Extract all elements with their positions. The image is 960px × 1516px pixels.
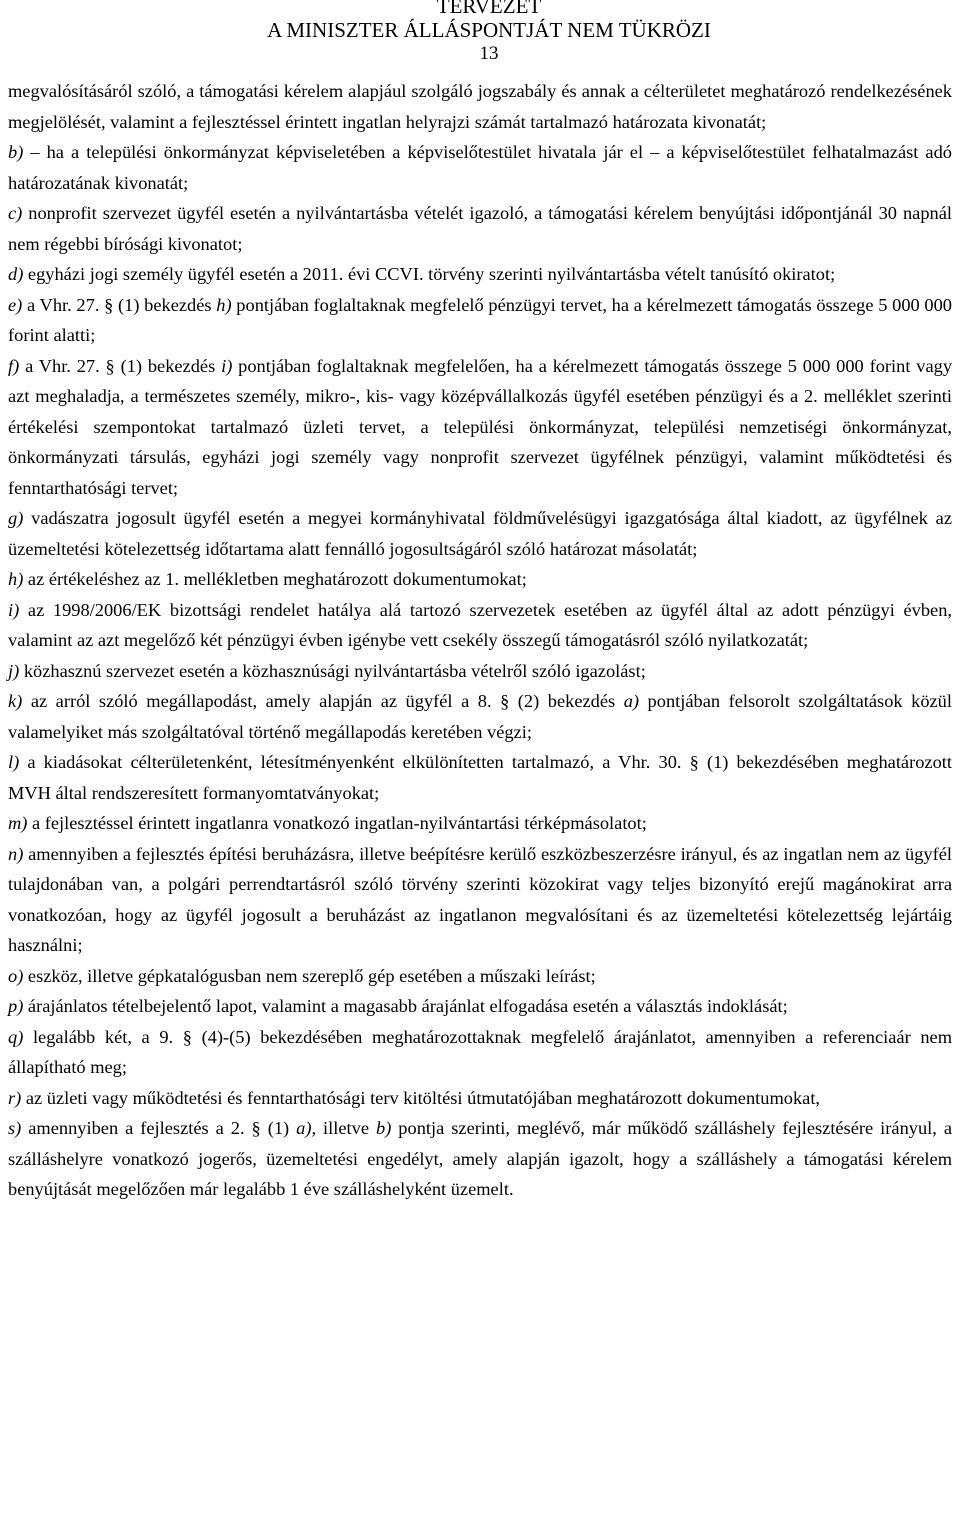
- item-text: a kiadásokat célterületenként, létesítményenként elkülönítetten tartalmazó, a Vhr. 30. § (1) bekezdésében meghatározott MVH által rendszeresített formanyomtatványokat;: [8, 752, 952, 803]
- item-label: i): [8, 599, 20, 620]
- list-item-b: [8, 137, 952, 198]
- item-text: eszköz, illetve gépkatalógusban nem szereplő gép esetében a műszaki leírást;: [23, 965, 596, 986]
- list-item-r: [8, 1083, 952, 1114]
- list-item-c: [8, 198, 952, 259]
- item-text-after: pontjában felsorolt szolgáltatások közül valamelyiket más szolgáltatóval történő megállapodás keretében végzi;: [8, 691, 952, 742]
- document-body: [8, 76, 952, 1205]
- item-text: – ha a települési önkormányzat képviseletében a képviselőtestület hivatala jár el – a képviselőtestület felhatalmazást adó határozatának kivonatát;: [8, 142, 952, 193]
- item-label: r): [8, 1087, 22, 1108]
- list-item-d: [8, 259, 952, 290]
- list-item-i: [8, 595, 952, 656]
- item-label: n): [8, 843, 24, 864]
- item-label: m): [8, 813, 28, 833]
- item-label: h): [8, 569, 24, 589]
- item-text: az 1998/2006/EK bizottsági rendelet hatálya alá tartozó szervezetek esetében az ügyfél által az adott pénzügyi évben, valamint az azt megelőző két pénzügyi évben igénybe vett csekély összegű támogatásról szóló nyilatkozatát;: [8, 599, 952, 650]
- paragraph-continuation: [8, 76, 952, 137]
- inline-label: i): [221, 355, 233, 376]
- list-item-l: [8, 747, 952, 808]
- list-item-m: [8, 808, 952, 839]
- item-text-after: pontja szerinti, meglévő, már működő szálláshely fejlesztésére irányul, a szálláshelyre vonatkozó jogerős, üzemeltetési engedélyt, amely alapján igazolt, hogy a szálláshely a támogatási kérelem benyújtását megelőzően már legalább 1 éve szálláshelyként üzemelt.: [8, 1118, 953, 1199]
- item-label: d): [8, 264, 24, 284]
- item-text: árajánlatos tételbejelentő lapot, valamint a magasabb árajánlat elfogadása esetén a választás indoklását;: [23, 996, 788, 1016]
- page-header: [0, 0, 960, 66]
- item-text-before: a Vhr. 27. § (1) bekezdés: [22, 294, 217, 315]
- item-text: az üzleti vagy működtetési és fenntarthatósági terv kitöltési útmutatójában meghatározott dokumentumokat,: [21, 1087, 821, 1108]
- item-label: s): [8, 1118, 22, 1138]
- list-item-p: [8, 991, 952, 1022]
- list-item-f: [8, 351, 952, 504]
- item-text-before: az arról szóló megállapodást, amely alapján az ügyfél a 8. § (2) bekezdés: [22, 691, 624, 711]
- item-text-before: a Vhr. 27. § (1) bekezdés: [19, 355, 222, 376]
- item-label: q): [8, 1026, 24, 1047]
- paragraph-text: megvalósításáról szóló, a támogatási kérelem alapjául szolgáló jogszabály és annak a célterületet meghatározó rendelkezésének megjelölését, valamint a fejlesztéssel érintett ingatlan helyrajzi számát tartalmazó határozata kivonatát;: [8, 81, 952, 132]
- list-item-e: [8, 290, 952, 351]
- item-label: l): [8, 752, 20, 772]
- inline-label-2: b): [376, 1118, 392, 1138]
- item-text: az értékeléshez az 1. mellékletben meghatározott dokumentumokat;: [23, 569, 527, 589]
- item-label: o): [8, 965, 24, 986]
- item-text-after: pontjában foglaltaknak megfelelő pénzügyi tervet, ha a kérelmezett támogatás összege 5 000 000 forint alatti;: [8, 294, 952, 345]
- inline-label: a),: [296, 1118, 317, 1138]
- item-text-after: pontjában foglaltaknak megfelelően, ha a kérelmezett támogatás összege 5 000 000 forint vagy azt meghaladja, a természetes személy, mikro-, kis- vagy középvállalkozás ügyfél esetében pénzügyi és a 2. melléklet szerinti értékelési szempontokat tartalmazó üzleti tervet, a települési önkormányzat, települési nemzetiségi önkormányzat, önkormányzati társulás, egyházi jogi személy vagy nonprofit szervezet ügyfélnek pénzügyi, valamint működtetési és fenntarthatósági tervet;: [8, 355, 953, 498]
- inline-label: h): [216, 294, 232, 315]
- item-label: f): [8, 355, 20, 376]
- item-text: legalább két, a 9. § (4)-(5) bekezdésében meghatározottaknak megfelelő árajánlatot, amennyiben a referenciaár nem állapítható meg;: [8, 1026, 952, 1077]
- list-item-o: [8, 961, 952, 992]
- item-text: egyházi jogi személy ügyfél esetén a 2011. évi CCVI. törvény szerinti nyilvántartásba vételt tanúsító okiratot;: [23, 264, 836, 284]
- item-text-before: amennyiben a fejlesztés a 2. § (1): [21, 1118, 297, 1138]
- item-label: e): [8, 294, 23, 315]
- list-item-h: [8, 564, 952, 595]
- list-item-k: [8, 686, 952, 747]
- page-number: 13: [479, 43, 499, 64]
- item-label: c): [8, 203, 23, 223]
- list-item-s: [8, 1113, 952, 1205]
- list-item-q: [8, 1022, 952, 1083]
- item-text-middle: illetve: [316, 1118, 376, 1138]
- item-text: vadászatra jogosult ügyfél esetén a megyei kormányhivatal földművelésügyi igazgatósága által kiadott, az ügyfélnek az üzemeltetési kötelezettség időtartama alatt fennálló jogosultságáról szóló határozat másolatát;: [8, 508, 952, 559]
- item-text: a fejlesztéssel érintett ingatlanra vonatkozó ingatlan-nyilvántartási térképmásolatot;: [27, 813, 647, 833]
- list-item-g: [8, 503, 952, 564]
- item-label: j): [8, 660, 20, 681]
- item-text: közhasznú szervezet esetén a közhasznúsági nyilvántartásba vételről szóló igazolást;: [19, 660, 646, 681]
- list-item-j: [8, 656, 952, 687]
- item-label: g): [8, 508, 24, 528]
- item-text: amennyiben a fejlesztés építési beruházásra, illetve beépítésre kerülő eszközbeszerzésre irányul, és az ingatlan nem az ügyfél tulajdonában van, a polgári perrendtartásról szóló törvény szerinti közokirat vagy teljes bizonyító erejű magánokirat arra vonatkozóan, hogy az ügyfél jogosult a beruházást az ingatlanon megvalósítani és az üzemeltetési kötelezettség lejártáig használni;: [8, 843, 952, 955]
- list-item-n: [8, 839, 952, 961]
- item-text: nonprofit szervezet ügyfél esetén a nyilvántartásba vételét igazoló, a támogatási kérelem benyújtási időpontjánál 30 napnál nem régebbi bírósági kivonatot;: [8, 203, 952, 254]
- inline-label: a): [623, 691, 640, 711]
- draft-title: TERVEZET: [436, 0, 542, 18]
- item-label: k): [8, 691, 23, 711]
- item-label: b): [8, 142, 24, 162]
- item-label: p): [8, 996, 24, 1016]
- disclaimer-title: A MINISZTER ÁLLÁSPONTJÁT NEM TÜKRÖZI: [267, 18, 711, 42]
